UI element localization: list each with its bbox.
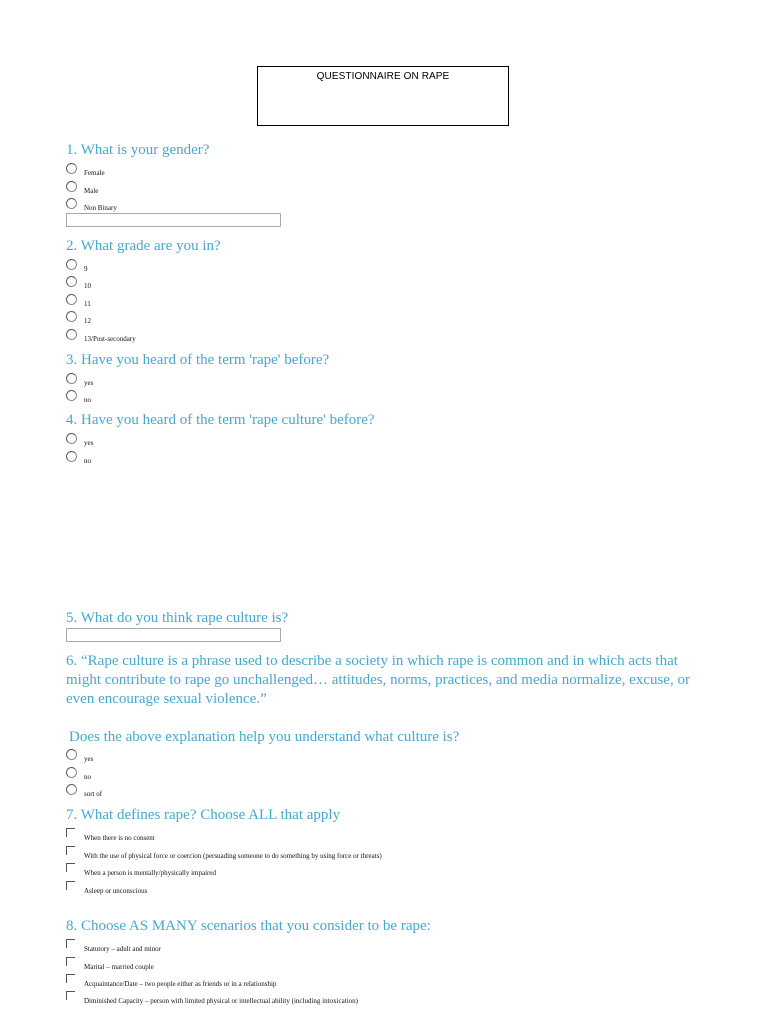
radio-button[interactable] bbox=[66, 198, 77, 209]
checkbox[interactable] bbox=[66, 991, 75, 1000]
radio-button[interactable] bbox=[66, 276, 77, 287]
option-label: yes bbox=[84, 439, 94, 447]
option-label: 12 bbox=[84, 317, 91, 325]
radio-button[interactable] bbox=[66, 259, 77, 270]
question-6: 6. “Rape culture is a phrase used to describe a society in which rape is common and in which acts that might contribute to rape go unchallenged… attitudes, norms, practices, and media normalize, excuse, or even encourage sexual violence.” bbox=[66, 653, 690, 707]
option-label: Acquaintance/Date – two people either as friends or in a relationship bbox=[84, 980, 277, 988]
radio-button[interactable] bbox=[66, 163, 77, 174]
option-label: 11 bbox=[84, 300, 91, 308]
radio-button[interactable] bbox=[66, 294, 77, 305]
radio-button[interactable] bbox=[66, 373, 77, 384]
question-1: 1. What is your gender? bbox=[66, 142, 210, 158]
option-label: Female bbox=[84, 169, 105, 177]
rape-culture-definition-input[interactable] bbox=[66, 628, 281, 642]
question-5: 5. What do you think rape culture is? bbox=[66, 610, 289, 626]
document-title: QUESTIONNAIRE ON RAPE bbox=[316, 71, 450, 82]
radio-button[interactable] bbox=[66, 767, 77, 778]
radio-button[interactable] bbox=[66, 329, 77, 340]
option-label: yes bbox=[84, 755, 94, 763]
question-6-followup: Does the above explanation help you understand what culture is? bbox=[69, 729, 460, 745]
option-label: no bbox=[84, 396, 91, 404]
radio-button[interactable] bbox=[66, 433, 77, 444]
option-label: 10 bbox=[84, 282, 91, 290]
option-label: no bbox=[84, 457, 91, 465]
option-label: no bbox=[84, 773, 91, 781]
radio-button[interactable] bbox=[66, 784, 77, 795]
question-3: 3. Have you heard of the term 'rape' before? bbox=[66, 352, 330, 368]
checkbox[interactable] bbox=[66, 974, 75, 983]
option-label: Asleep or unconscious bbox=[84, 887, 148, 895]
option-label: Marital – married couple bbox=[84, 963, 154, 971]
option-label: With the use of physical force or coercion (persuading someone to do something by using force or threats) bbox=[84, 852, 382, 860]
option-label: Statutory – adult and minor bbox=[84, 945, 161, 953]
checkbox[interactable] bbox=[66, 863, 75, 872]
option-label: Diminished Capacity – person with limited physical or intellectual ability (including intoxication) bbox=[84, 997, 358, 1005]
radio-button[interactable] bbox=[66, 390, 77, 401]
option-label: Male bbox=[84, 187, 99, 195]
option-label: 9 bbox=[84, 265, 88, 273]
option-label: When a person is mentally/physically impaired bbox=[84, 869, 216, 877]
radio-button[interactable] bbox=[66, 749, 77, 760]
title-box bbox=[257, 66, 509, 126]
checkbox[interactable] bbox=[66, 846, 75, 855]
question-4: 4. Have you heard of the term 'rape culture' before? bbox=[66, 412, 375, 428]
option-label: sort of bbox=[84, 790, 103, 798]
question-2: 2. What grade are you in? bbox=[66, 238, 221, 254]
radio-button[interactable] bbox=[66, 181, 77, 192]
checkbox[interactable] bbox=[66, 957, 75, 966]
checkbox[interactable] bbox=[66, 939, 75, 948]
option-label: Non Binary bbox=[84, 204, 117, 212]
question-8: 8. Choose AS MANY scenarios that you consider to be rape: bbox=[66, 918, 431, 934]
option-label: 13/Post-secondary bbox=[84, 335, 136, 343]
radio-button[interactable] bbox=[66, 311, 77, 322]
question-7: 7. What defines rape? Choose ALL that apply bbox=[66, 807, 341, 823]
radio-button[interactable] bbox=[66, 451, 77, 462]
gender-other-input[interactable] bbox=[66, 213, 281, 227]
option-label: yes bbox=[84, 379, 94, 387]
option-label: When there is no consent bbox=[84, 834, 155, 842]
checkbox[interactable] bbox=[66, 828, 75, 837]
checkbox[interactable] bbox=[66, 881, 75, 890]
